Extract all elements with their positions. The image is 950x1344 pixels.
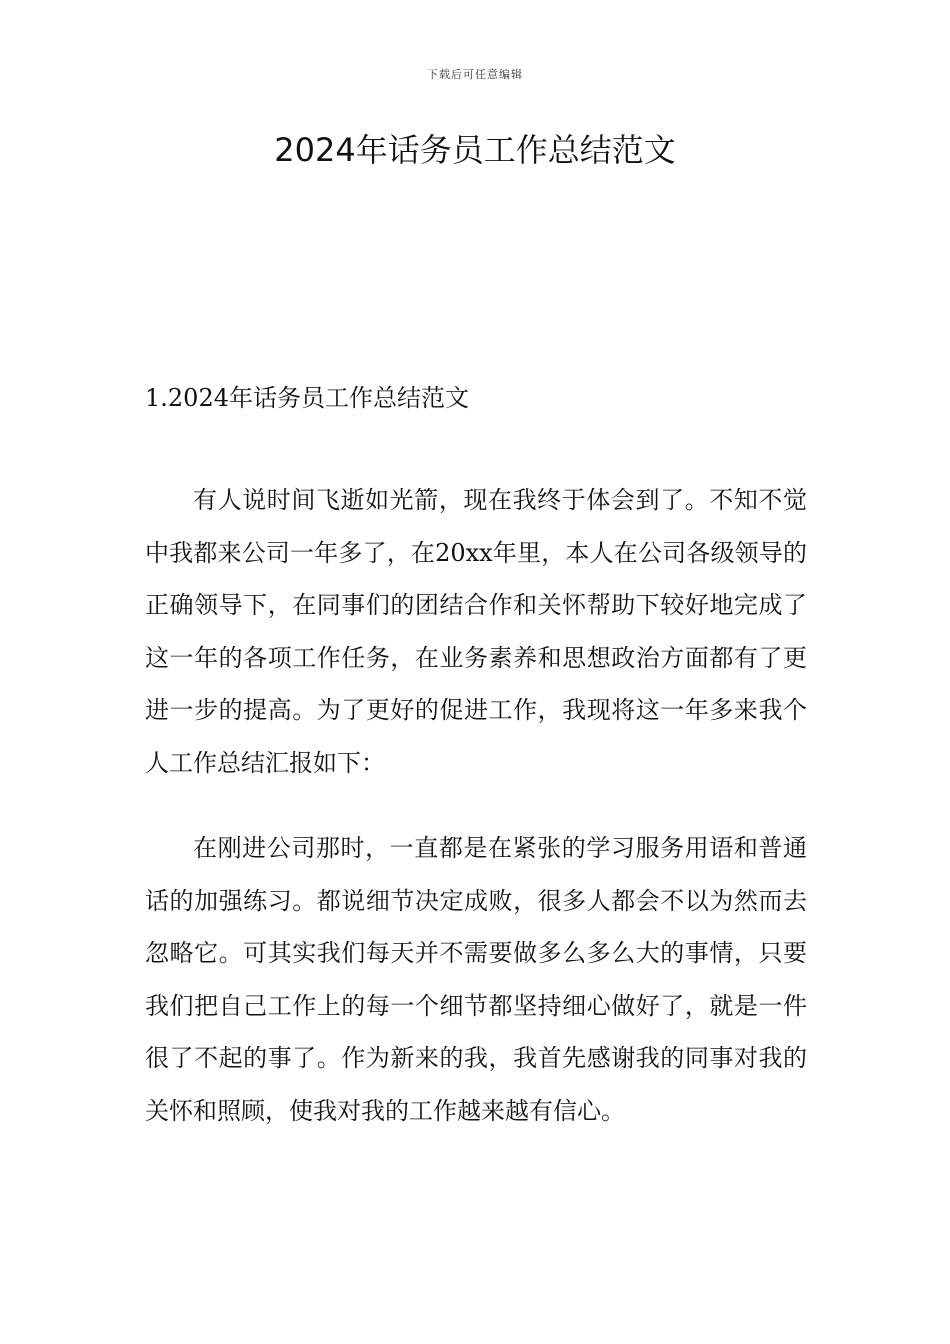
document-title: 2024年话务员工作总结范文 (274, 131, 676, 169)
paragraph-text: 有人说时间飞逝如光箭，现在我终于体会到了。不知不觉中我都来公司一年多了，在20xx年里，本人在公司各级领导的正确领导下，在同事们的团结合作和关怀帮助下较好地完成了这一年的各项工作任务，在业务素养和思想政治方面都有了更进一步的提高。为了更好的促进工作，我现将这一年多来我个人工作总结汇报如下： (145, 486, 807, 777)
body-paragraph-2 (145, 822, 807, 1137)
paragraph-text: 在刚进公司那时，一直都是在紧张的学习服务用语和普通话的加强练习。都说细节决定成败，很多人都会不以为然而去忽略它。可其实我们每天并不需要做多么多么大的事情，只要我们把自己工作上的每一个细节都坚持细心做好了，就是一件很了不起的事了。作为新来的我，我首先感谢我的同事对我的关怀和照顾，使我对我的工作越来越有信心。 (145, 834, 807, 1125)
header-note: 下载后可任意编辑 (427, 68, 523, 81)
body-paragraph-1 (145, 474, 807, 789)
section-heading: 1.2024年话务员工作总结范文 (145, 384, 469, 412)
